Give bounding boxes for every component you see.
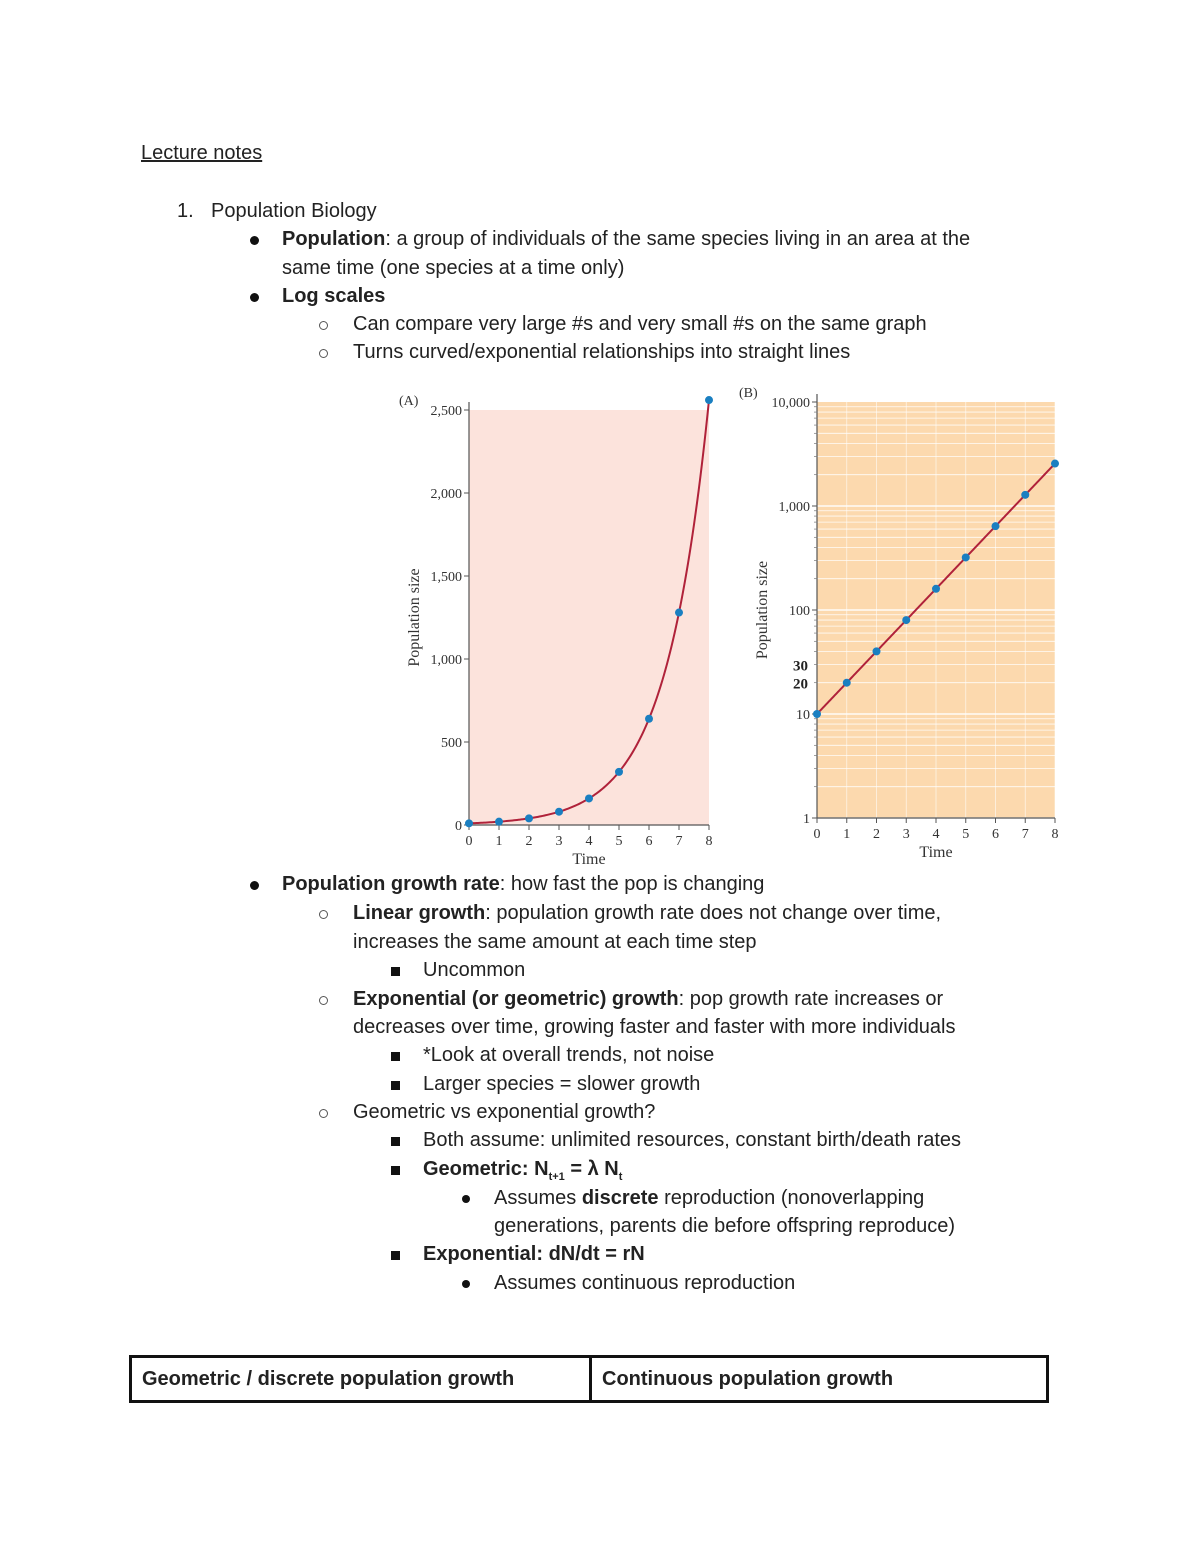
x-tick-label: 4 [932, 827, 940, 842]
panel-label: (A) [399, 394, 419, 409]
x-axis-label: Time [572, 851, 606, 868]
section-heading: Population Biology [211, 200, 377, 222]
plot-background [469, 410, 709, 825]
y-tick-label: 1 [803, 812, 810, 827]
geo-vs-exp-heading: Geometric vs exponential growth? [353, 1101, 656, 1123]
y-tick-label: 0 [455, 819, 462, 834]
log-growth-chart [735, 380, 1065, 870]
growth-rate-term: Population growth rate [282, 873, 500, 895]
growth-comparison-table [129, 1355, 1049, 1403]
data-point [1021, 491, 1029, 499]
x-tick-label: 8 [1051, 827, 1059, 842]
data-point [675, 609, 683, 617]
x-tick-label: 2 [525, 834, 533, 849]
data-point [813, 710, 821, 718]
linear-growth-def-line1: : population growth rate does not change over time, [485, 902, 942, 924]
bullet-circle [319, 910, 328, 919]
data-point [902, 616, 910, 624]
bullet-square [391, 967, 400, 976]
data-point [843, 679, 851, 687]
x-tick-label: 3 [555, 834, 563, 849]
data-point [585, 794, 593, 802]
page-title: Lecture notes [141, 142, 263, 164]
x-tick-label: 5 [615, 834, 623, 849]
bullet-square [391, 1081, 400, 1090]
data-point [615, 768, 623, 776]
bullet-square [391, 1137, 400, 1146]
growth-rate-definition [282, 873, 764, 896]
data-point [495, 818, 503, 826]
bullet-disc [250, 881, 259, 890]
data-point [962, 553, 970, 561]
y-tick-label: 100 [789, 604, 810, 619]
both-assume: Both assume: unlimited resources, constant birth/death rates [423, 1129, 962, 1151]
population-def-line1: : a group of individuals of the same species living in an area at the [385, 228, 971, 250]
table-header-geometric: Geometric / discrete population growth [131, 1357, 591, 1402]
data-point [932, 585, 940, 593]
bullet-square [391, 1052, 400, 1061]
population-term: Population [282, 228, 386, 250]
bullet-square [391, 1251, 400, 1260]
y-tick-label: 500 [441, 736, 462, 751]
x-tick-label: 6 [645, 834, 653, 849]
data-point [465, 819, 473, 827]
exponential-growth-def-line2: decreases over time, growing faster and faster with more individuals [353, 1016, 956, 1038]
linear-growth-def-line2: increases the same amount at each time step [353, 931, 757, 953]
x-tick-label: 1 [495, 834, 503, 849]
x-axis-label: Time [919, 844, 953, 861]
growth-rate-def: : how fast the pop is changing [499, 873, 765, 895]
linear-growth-term: Linear growth [353, 902, 486, 924]
linear-growth-definition [353, 902, 941, 925]
x-tick-label: 0 [465, 834, 473, 849]
y-axis-label: Population size [754, 560, 771, 660]
x-tick-label: 2 [873, 827, 880, 842]
data-point [645, 715, 653, 723]
data-point [873, 647, 881, 655]
data-point [525, 814, 533, 822]
x-tick-label: 7 [1021, 827, 1029, 842]
y-axis-label: Population size [406, 568, 423, 667]
y-tick-label: 2,000 [430, 487, 462, 502]
y-tick-label: 10,000 [771, 396, 810, 411]
geometric-note: Assumes discrete reproduction (nonoverlapping [494, 1187, 925, 1209]
geometric-note-line2: generations, parents die before offspring reproduce) [494, 1215, 956, 1237]
bullet-circle [319, 1109, 328, 1118]
bullet-disc [250, 236, 259, 245]
y-tick-label: 1,500 [430, 570, 462, 585]
panel-label: (B) [739, 386, 758, 401]
x-tick-label: 5 [962, 827, 970, 842]
log-scales-item: Can compare very large #s and very small #s on the same graph [353, 313, 927, 335]
geometric-formula: Geometric: $N_{t+1} = \lambda$ $N_t$ [423, 1158, 623, 1183]
x-tick-label: 3 [902, 827, 910, 842]
population-definition [282, 228, 970, 251]
log-scales-item: Turns curved/exponential relationships into straight lines [353, 341, 851, 363]
x-tick-label: 0 [813, 827, 821, 842]
bullet-circle [319, 321, 328, 330]
y-tick-label: 2,500 [430, 404, 462, 419]
data-point [555, 808, 563, 816]
exponential-growth-term: Exponential (or geometric) growth [353, 988, 679, 1010]
table-header-continuous: Continuous population growth [591, 1357, 1048, 1402]
exponential-growth-sub: *Look at overall trends, not noise [423, 1044, 715, 1066]
annotation-label: 30 [793, 658, 808, 675]
log-scales-term: Log scales [282, 285, 386, 307]
bullet-disc [462, 1280, 470, 1288]
x-tick-label: 7 [675, 834, 683, 849]
x-tick-label: 6 [992, 827, 999, 842]
exponential-note: Assumes continuous reproduction [494, 1272, 796, 1294]
exponential-growth-sub: Larger species = slower growth [423, 1073, 701, 1095]
data-point [705, 396, 713, 404]
x-tick-label: 8 [705, 834, 713, 849]
data-point [992, 522, 1000, 530]
bullet-disc [250, 293, 259, 302]
bullet-circle [319, 349, 328, 358]
population-def-line2: same time (one species at a time only) [282, 257, 625, 279]
y-tick-label: 1,000 [430, 653, 462, 668]
bullet-square [391, 1166, 400, 1175]
exponential-growth-def-line1: : pop growth rate increases or [678, 988, 944, 1010]
bullet-circle [319, 996, 328, 1005]
exponential-formula: Exponential: dN/dt = rN [423, 1243, 645, 1265]
data-point [1051, 460, 1059, 468]
y-tick-label: 1,000 [778, 500, 810, 515]
annotation-label: 20 [793, 676, 808, 693]
bullet-disc [462, 1195, 470, 1203]
section-number: 1. [177, 200, 194, 222]
x-tick-label: 4 [585, 834, 593, 849]
exponential-growth-definition [353, 988, 943, 1011]
linear-growth-chart [395, 380, 725, 870]
x-tick-label: 1 [843, 827, 851, 842]
linear-growth-sub: Uncommon [423, 959, 526, 981]
table-row [131, 1357, 1048, 1402]
y-tick-label: 10 [796, 708, 810, 723]
